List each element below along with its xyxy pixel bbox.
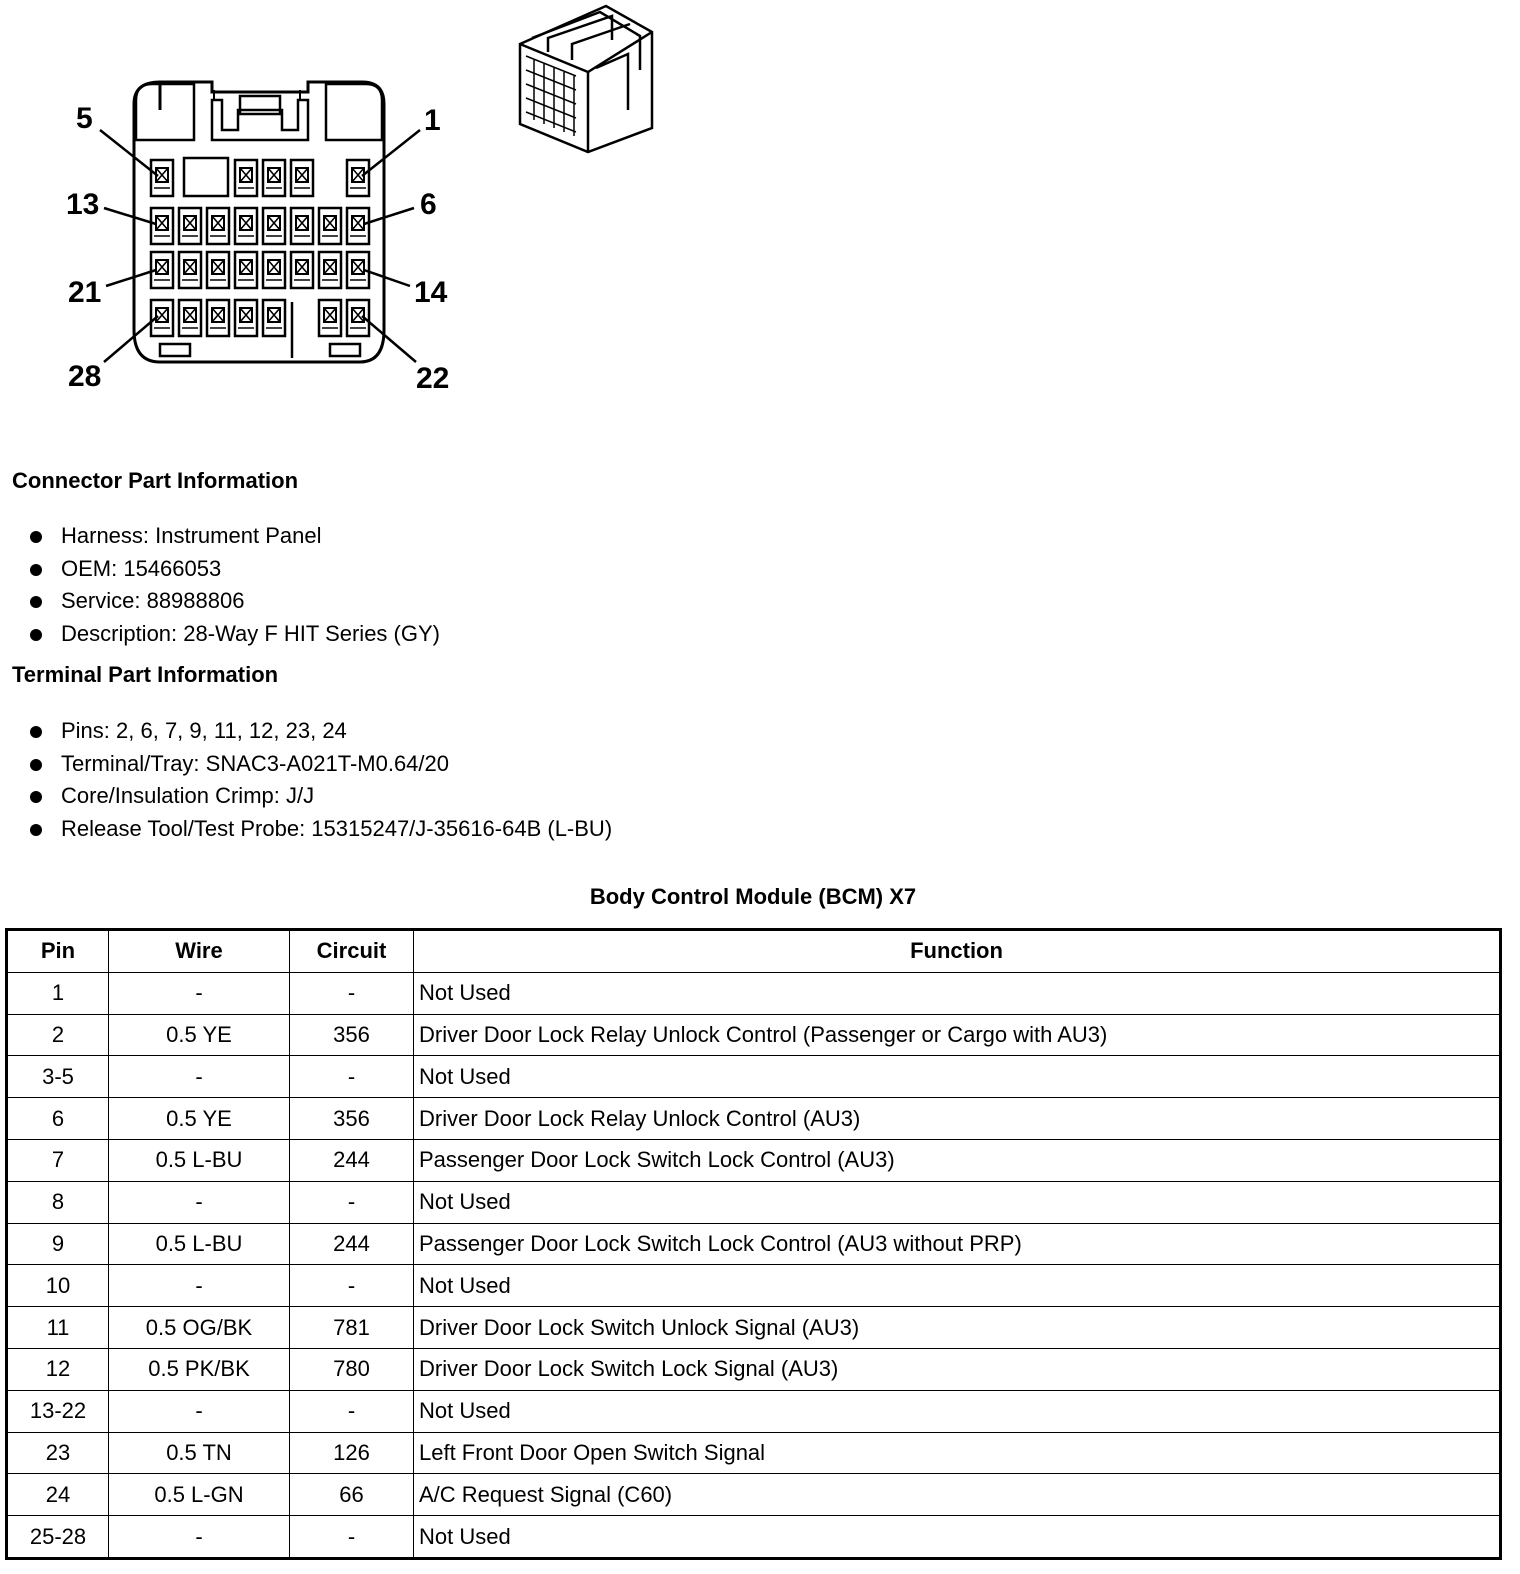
cavity bbox=[291, 208, 313, 244]
table-row bbox=[7, 972, 1501, 1014]
cavity bbox=[263, 160, 285, 196]
cavity bbox=[263, 208, 285, 244]
leader-lines bbox=[100, 130, 420, 362]
cell-function: Driver Door Lock Switch Unlock Signal (AU3) bbox=[414, 1307, 1501, 1349]
cell-wire: 0.5 L-BU bbox=[109, 1223, 290, 1265]
info-item bbox=[30, 618, 440, 651]
cavity bbox=[319, 208, 341, 244]
info-item bbox=[30, 553, 440, 586]
cell-pin: 8 bbox=[7, 1181, 109, 1223]
cell-pin: 11 bbox=[7, 1307, 109, 1349]
terminal-info-title: Terminal Part Information bbox=[12, 662, 279, 687]
cell-pin: 3-5 bbox=[7, 1056, 109, 1098]
cell-wire: 0.5 PK/BK bbox=[109, 1348, 290, 1390]
header-circuit: Circuit bbox=[290, 930, 414, 973]
cavity bbox=[347, 208, 369, 244]
cell-circuit: - bbox=[290, 1181, 414, 1223]
cavity bbox=[263, 300, 285, 336]
cell-function: Not Used bbox=[414, 972, 1501, 1014]
bullet-icon bbox=[30, 531, 42, 543]
cell-wire: 0.5 L-BU bbox=[109, 1139, 290, 1181]
info-item-text: OEM: 15466053 bbox=[61, 555, 222, 581]
cell-circuit: - bbox=[290, 1265, 414, 1307]
cell-function: Not Used bbox=[414, 1390, 1501, 1432]
pin-label-22: 22 bbox=[416, 362, 450, 395]
table-body bbox=[7, 972, 1501, 1558]
cavity bbox=[207, 208, 229, 244]
cell-pin: 9 bbox=[7, 1223, 109, 1265]
pin-label-1: 1 bbox=[424, 104, 441, 137]
cell-wire: 0.5 L-GN bbox=[109, 1474, 290, 1516]
cavity bbox=[291, 160, 313, 196]
table-title: Body Control Module (BCM) X7 bbox=[589, 884, 917, 909]
info-item bbox=[30, 715, 612, 748]
info-item-text: Terminal/Tray: SNAC3-A021T-M0.64/20 bbox=[61, 750, 449, 776]
bullet-icon bbox=[30, 629, 42, 641]
cell-pin: 12 bbox=[7, 1348, 109, 1390]
cell-circuit: - bbox=[290, 1516, 414, 1559]
info-item-text: Release Tool/Test Probe: 15315247/J-35616-64B (L-BU) bbox=[61, 816, 613, 842]
table-row bbox=[7, 1098, 1501, 1140]
cell-function: Not Used bbox=[414, 1516, 1501, 1559]
cell-function: Driver Door Lock Relay Unlock Control (AU3) bbox=[414, 1098, 1501, 1140]
info-item bbox=[30, 780, 612, 813]
cavity bbox=[263, 252, 285, 288]
table-row bbox=[7, 1265, 1501, 1307]
bullet-icon bbox=[30, 564, 42, 576]
cell-circuit: 356 bbox=[290, 1098, 414, 1140]
cavity bbox=[235, 300, 257, 336]
cavity bbox=[207, 300, 229, 336]
table-row bbox=[7, 1181, 1501, 1223]
cell-wire: - bbox=[109, 1056, 290, 1098]
terminal-info-list bbox=[30, 715, 612, 846]
bullet-icon bbox=[30, 759, 42, 771]
table-row bbox=[7, 1014, 1501, 1056]
cavity bbox=[179, 300, 201, 336]
info-item-text: Description: 28-Way F HIT Series (GY) bbox=[61, 621, 440, 647]
cell-circuit: 780 bbox=[290, 1348, 414, 1390]
cell-circuit: 781 bbox=[290, 1307, 414, 1349]
cell-wire: 0.5 OG/BK bbox=[109, 1307, 290, 1349]
cavity bbox=[235, 252, 257, 288]
cavity bbox=[235, 208, 257, 244]
cell-pin: 2 bbox=[7, 1014, 109, 1056]
cell-function: Passenger Door Lock Switch Lock Control (AU3) bbox=[414, 1139, 1501, 1181]
bullet-icon bbox=[30, 726, 42, 738]
cell-pin: 25-28 bbox=[7, 1516, 109, 1559]
table-row bbox=[7, 1474, 1501, 1516]
table-row bbox=[7, 1307, 1501, 1349]
bullet-icon bbox=[30, 824, 42, 836]
pin-label-14: 14 bbox=[414, 276, 448, 309]
table-row bbox=[7, 1432, 1501, 1474]
connector-info-title: Connector Part Information bbox=[12, 468, 299, 493]
cell-function: Not Used bbox=[414, 1181, 1501, 1223]
cell-pin: 23 bbox=[7, 1432, 109, 1474]
table-row bbox=[7, 1516, 1501, 1559]
cell-circuit: - bbox=[290, 1390, 414, 1432]
info-item bbox=[30, 520, 440, 553]
connector-info-list bbox=[30, 520, 440, 651]
cell-pin: 13-22 bbox=[7, 1390, 109, 1432]
pin-label-6: 6 bbox=[420, 188, 437, 221]
cell-function: Left Front Door Open Switch Signal bbox=[414, 1432, 1501, 1474]
cavity bbox=[207, 252, 229, 288]
connector-3d-view bbox=[520, 6, 652, 152]
info-item-text: Core/Insulation Crimp: J/J bbox=[61, 783, 315, 809]
pinout-table bbox=[5, 928, 1502, 1560]
header-function: Function bbox=[414, 930, 1501, 973]
cell-wire: 0.5 YE bbox=[109, 1098, 290, 1140]
cell-circuit: 356 bbox=[290, 1014, 414, 1056]
cell-wire: - bbox=[109, 972, 290, 1014]
table-row bbox=[7, 1139, 1501, 1181]
cell-circuit: 244 bbox=[290, 1139, 414, 1181]
cell-wire: - bbox=[109, 1181, 290, 1223]
cell-wire: - bbox=[109, 1390, 290, 1432]
cavity bbox=[179, 208, 201, 244]
connector-diagram bbox=[0, 0, 700, 420]
info-item-text: Harness: Instrument Panel bbox=[61, 523, 322, 548]
info-item bbox=[30, 748, 612, 781]
cell-pin: 24 bbox=[7, 1474, 109, 1516]
info-item-text: Service: 88988806 bbox=[61, 588, 245, 614]
pin-label-21: 21 bbox=[68, 276, 102, 309]
pin-label-5: 5 bbox=[76, 102, 93, 135]
cell-circuit: 126 bbox=[290, 1432, 414, 1474]
header-pin: Pin bbox=[7, 930, 109, 973]
bullet-icon bbox=[30, 791, 42, 803]
cavity bbox=[235, 160, 257, 196]
cavity bbox=[319, 252, 341, 288]
cavity bbox=[151, 160, 173, 196]
cavity bbox=[319, 300, 341, 336]
table-row bbox=[7, 1390, 1501, 1432]
table-row bbox=[7, 1223, 1501, 1265]
cell-wire: 0.5 YE bbox=[109, 1014, 290, 1056]
cell-function: Driver Door Lock Switch Lock Signal (AU3) bbox=[414, 1348, 1501, 1390]
pin-label-28: 28 bbox=[68, 360, 102, 393]
cell-wire: - bbox=[109, 1516, 290, 1559]
cell-pin: 10 bbox=[7, 1265, 109, 1307]
cavity bbox=[347, 160, 369, 196]
cell-circuit: 66 bbox=[290, 1474, 414, 1516]
bullet-icon bbox=[30, 596, 42, 608]
header-wire: Wire bbox=[109, 930, 290, 973]
info-item bbox=[30, 813, 612, 846]
table-header-row bbox=[7, 930, 1501, 973]
cell-pin: 1 bbox=[7, 972, 109, 1014]
cavity bbox=[179, 252, 201, 288]
cell-function: Passenger Door Lock Switch Lock Control (AU3 without PRP) bbox=[414, 1223, 1501, 1265]
cell-function: A/C Request Signal (C60) bbox=[414, 1474, 1501, 1516]
cell-pin: 7 bbox=[7, 1139, 109, 1181]
cell-circuit: - bbox=[290, 972, 414, 1014]
cavity bbox=[291, 252, 313, 288]
pin-label-13: 13 bbox=[66, 188, 100, 221]
info-item bbox=[30, 585, 440, 618]
cell-function: Not Used bbox=[414, 1265, 1501, 1307]
cell-circuit: 244 bbox=[290, 1223, 414, 1265]
table-row bbox=[7, 1056, 1501, 1098]
table-row bbox=[7, 1348, 1501, 1390]
cell-function: Driver Door Lock Relay Unlock Control (Passenger or Cargo with AU3) bbox=[414, 1014, 1501, 1056]
cell-function: Not Used bbox=[414, 1056, 1501, 1098]
cavity bbox=[151, 208, 173, 244]
cell-wire: - bbox=[109, 1265, 290, 1307]
info-item-text: Pins: 2, 6, 7, 9, 11, 12, 23, 24 bbox=[61, 718, 347, 743]
cell-wire: 0.5 TN bbox=[109, 1432, 290, 1474]
cell-pin: 6 bbox=[7, 1098, 109, 1140]
cell-circuit: - bbox=[290, 1056, 414, 1098]
